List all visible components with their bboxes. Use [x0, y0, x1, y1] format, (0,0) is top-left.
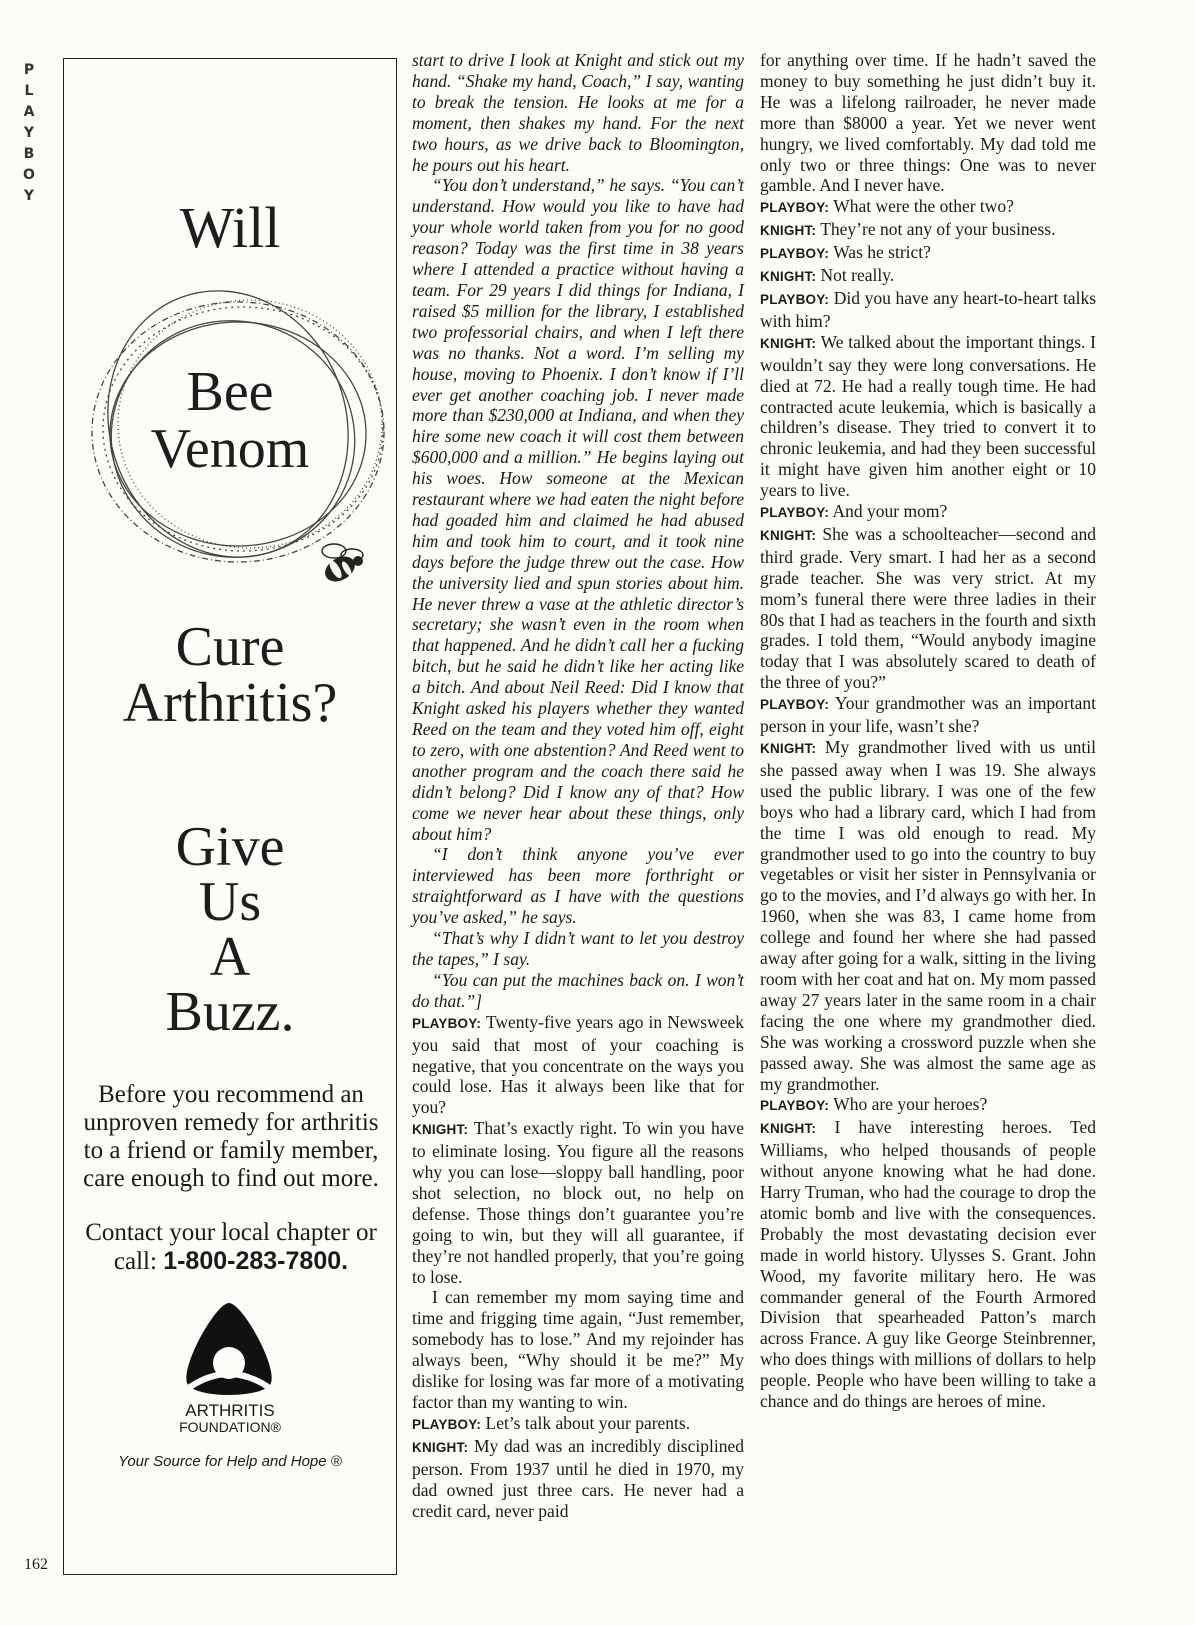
paragraph-text: “I don’t think anyone you’ve ever interviewed has been more forthright or straightforward as I have with the questions you’ve asked,” he says.: [412, 844, 744, 928]
running-head: [20, 60, 38, 207]
paragraph-text: We talked about the important things. I wouldn’t say they were long conversations. He died at 72. He had a really tough time. He had contracted acute leukemia, which is basically a children’s disease. They tried to convert it to chronic leukemia, and had they been successful it might have given him another eight or 10 years to live.: [760, 331, 1096, 501]
paragraph-text: Not really.: [820, 265, 895, 286]
ad-org-name: [64, 1403, 396, 1435]
paragraph-text: “That’s why I didn’t want to let you destroy the tapes,” I say.: [412, 928, 744, 969]
speaker-label: PLAYBOY:: [760, 505, 830, 521]
speaker-label: KNIGHT:: [760, 335, 817, 351]
paragraph-text: “You can put the machines back on. I won’t do that.”]: [412, 969, 744, 1011]
paragraph-text: What were the other two?: [833, 196, 1014, 217]
paragraph-text: Let’s talk about your parents.: [485, 1412, 691, 1433]
paragraph-text: Your grandmother was an important person in your life, wasn’t she?: [760, 693, 1096, 737]
ad-headline-us: Us: [198, 871, 262, 933]
paragraph-text: I have interesting heroes. Ted Williams, who helped thousands of people without anyone knowing what he had done. Harry Truman, who had the courage to drop the atomic bomb and live with the consequences. Probably the most devastating decision ever made in world history. Ulysses S. Grant. John Wood, my favorite military hero. He was commander general of the Fourth Armored Division that spearheaded Patton’s march across France. A guy like George Steinbrenner, who does things with millions of dollars to help people. People who have been willing to take a chance and do things are heroes of mine.: [760, 1117, 1096, 1412]
qa-paragraph: [760, 1117, 1096, 1412]
article-paragraph: [412, 928, 744, 970]
running-head-letter: Y: [23, 125, 35, 141]
arthritis-foundation-ad: [63, 58, 397, 1575]
ad-headline-give: Give: [175, 816, 285, 878]
qa-paragraph: [760, 219, 1096, 242]
ad-tagline: Your Source for Help and Hope ®: [118, 1453, 342, 1470]
ad-org-name-sub: FOUNDATION®: [179, 1419, 281, 1435]
paragraph-text: That’s exactly right. To win you have to eliminate losing. You figure all the reasons why you can lose—sloppy ball handling, poor shot selection, no block out, no help on defense. Those things don’t guarantee you’re going to win, but they will all guarantee, if they’re not handled properly, that you’re going to lose.: [412, 1118, 744, 1287]
speaker-label: KNIGHT:: [760, 223, 817, 239]
speaker-label: PLAYBOY:: [412, 1015, 482, 1031]
article-paragraph: [412, 970, 744, 1012]
article-paragraph: [412, 50, 744, 175]
speaker-label: PLAYBOY:: [760, 697, 830, 713]
paragraph-text: I can remember my mom saying time and time and frigging time again, “Just remember, somebody has to lose.” And my rejoinder has always been, “Why should it be me?” My dislike for losing was far more of a motivating factor than my wanting to win.: [412, 1287, 744, 1412]
ad-body-copy: Before you recommend an unproven remedy for arthritis to a friend or family member, care enough to find out more.: [83, 1081, 379, 1192]
running-head-letter: Y: [23, 188, 35, 204]
qa-paragraph: [760, 288, 1096, 332]
ad-headline-cure: Cure: [175, 616, 285, 678]
speaker-label: KNIGHT:: [760, 527, 817, 543]
qa-paragraph: [760, 242, 1096, 265]
running-head-letter: B: [23, 146, 35, 162]
article-column-2: [760, 50, 1096, 1412]
speaker-label: KNIGHT:: [760, 269, 817, 285]
article-column-1: [412, 50, 744, 1521]
ad-phone-number: 1-800-283-7800.: [163, 1247, 349, 1275]
qa-paragraph: [760, 693, 1096, 737]
ad-headline-will: Will: [179, 195, 281, 260]
paragraph-text: “You don’t understand,” he says. “You can’t understand. How would you like to have had your whole world taken from you for no good reason? Today was the first time in 38 years where I attended a practice without having a team. For 29 years I did things for Indiana, I raised $5 million for the library, I established two professorial chairs, and when I left there was no thanks. Not a word. I’m selling my house, moving to Phoenix. I don’t know if I’ll ever get another coaching job. I never made more than $230,000 at Indiana, and when they hire some new coach it will cost them between $600,000 and a million.” He begins laying out his woes. How someone at the Mexican restaurant where we had eaten the night before had goaded him and claimed he had abused him and took him to court, and it took nine days before the judge threw out the case. How the university lied and spun stories about him. He never threw a vase at the athletic director’s secretary; she wasn’t even in the room when that happened. And he didn’t call her a fucking bitch, but he said he didn’t like her acting like a bitch. And about Neil Reed: Did I know that Knight asked his players whether they wanted Reed on the team and they voted him off, eight to zero, with one abstention? And Reed went to another program and the coach there said he didn’t belong? Did I know any of that? How come we never hear about these things, only about him?: [412, 175, 744, 844]
bee-icon: [321, 544, 363, 587]
qa-paragraph: [760, 332, 1096, 501]
qa-paragraph: [760, 265, 1096, 288]
qa-paragraph: [412, 1118, 744, 1287]
ad-headline-venom: Venom: [150, 418, 310, 480]
article-paragraph: [412, 844, 744, 928]
arthritis-foundation-logo-icon: [179, 1299, 279, 1399]
qa-paragraph: [412, 1012, 744, 1119]
ad-contact-text: Contact your local chapter or call:: [85, 1219, 377, 1275]
speaker-label: PLAYBOY:: [760, 291, 830, 307]
paragraph-text: Who are your heroes?: [833, 1094, 988, 1115]
paragraph-text: My grandmother lived with us until she passed away when I was 19. She always used the public library. I was one of the few boys who had a library card, which I had from the time I was old enough to read. My grandmother used to go into the country to buy vegetables or visit her sister in Pennsylvania or go to the movies, and I’d always go with her. In 1960, when she was 83, I came home from college and found her where she had passed away after going for a walk, sitting in the living room with her coat and hat on. My mom passed away 27 years later in the same room in a chair facing the one where my grandmother died. She was working a crossword puzzle when she passed away. She was almost the same age as my grandmother.: [760, 737, 1096, 1094]
paragraph-text: Twenty-five years ago in Newsweek you said that most of your coaching is negative, that you concentrate on the ways you could lose. Has it always been like that for you?: [412, 1011, 744, 1118]
running-head-letter: L: [24, 83, 34, 99]
ad-org-name-main: ARTHRITIS: [185, 1401, 275, 1420]
paragraph-text: She was a schoolteacher—second and third grade. Very smart. I had her as a second grade teacher. She was very strict. At my mom’s funeral there were three ladies in their 80s that I had as teachers in the fourth and sixth grades. I told them, “Would anybody imagine today that I was absolutely scared to death of the three of you?”: [760, 523, 1097, 693]
speaker-label: KNIGHT:: [412, 1439, 469, 1455]
qa-paragraph: [412, 1436, 744, 1522]
article-paragraph: [412, 175, 744, 844]
running-head-letter: P: [23, 62, 35, 78]
article-paragraph: [412, 1287, 744, 1412]
speaker-label: PLAYBOY:: [412, 1416, 482, 1432]
paragraph-text: Did you have any heart-to-heart talks with him?: [760, 287, 1096, 331]
speaker-label: PLAYBOY:: [760, 1098, 830, 1114]
qa-paragraph: [412, 1413, 744, 1436]
ad-headline-bee: Bee: [186, 361, 274, 423]
paragraph-text: for anything over time. If he hadn’t saved the money to buy something he just didn’t buy it. He was a lifelong railroader, he never made more than $8000 a year. Yet we never went hungry, we lived comfortably. My dad told me only two or three things: One was to never gamble. And I never have.: [760, 50, 1096, 196]
speaker-label: KNIGHT:: [760, 741, 817, 756]
speaker-label: KNIGHT:: [412, 1122, 469, 1138]
ad-headline-arthritis: Arthritis?: [122, 672, 338, 734]
paragraph-text: My dad was an incredibly disciplined person. From 1937 until he died in 1970, my dad owned just three cars. He never had a credit card, never paid: [412, 1435, 744, 1521]
qa-paragraph: [760, 524, 1096, 693]
ad-contact: [74, 1219, 388, 1276]
ad-headline-a: A: [209, 926, 251, 988]
qa-paragraph: [760, 737, 1096, 1094]
qa-paragraph: [760, 501, 1096, 524]
paragraph-text: They’re not any of your business.: [820, 219, 1056, 240]
speaker-label: PLAYBOY:: [760, 246, 830, 262]
qa-paragraph: [760, 1094, 1096, 1117]
page-number: 162: [24, 1556, 48, 1573]
qa-paragraph: [760, 196, 1096, 219]
speaker-label: PLAYBOY:: [760, 200, 830, 216]
running-head-letter: O: [23, 167, 35, 183]
paragraph-text: Was he strict?: [833, 242, 931, 263]
article-paragraph: [760, 50, 1096, 196]
paragraph-text: And your mom?: [832, 501, 948, 522]
ad-headline-buzz: Buzz.: [165, 981, 295, 1043]
running-head-letter: A: [23, 104, 35, 120]
speaker-label: KNIGHT:: [760, 1121, 817, 1137]
paragraph-text: start to drive I look at Knight and stick out my hand. “Shake my hand, Coach,” I say, wanting to break the tension. He looks at me for a moment, then shakes my hand. For the next two hours, as we drive back to Bloomington, he pours out his heart.: [412, 50, 744, 175]
